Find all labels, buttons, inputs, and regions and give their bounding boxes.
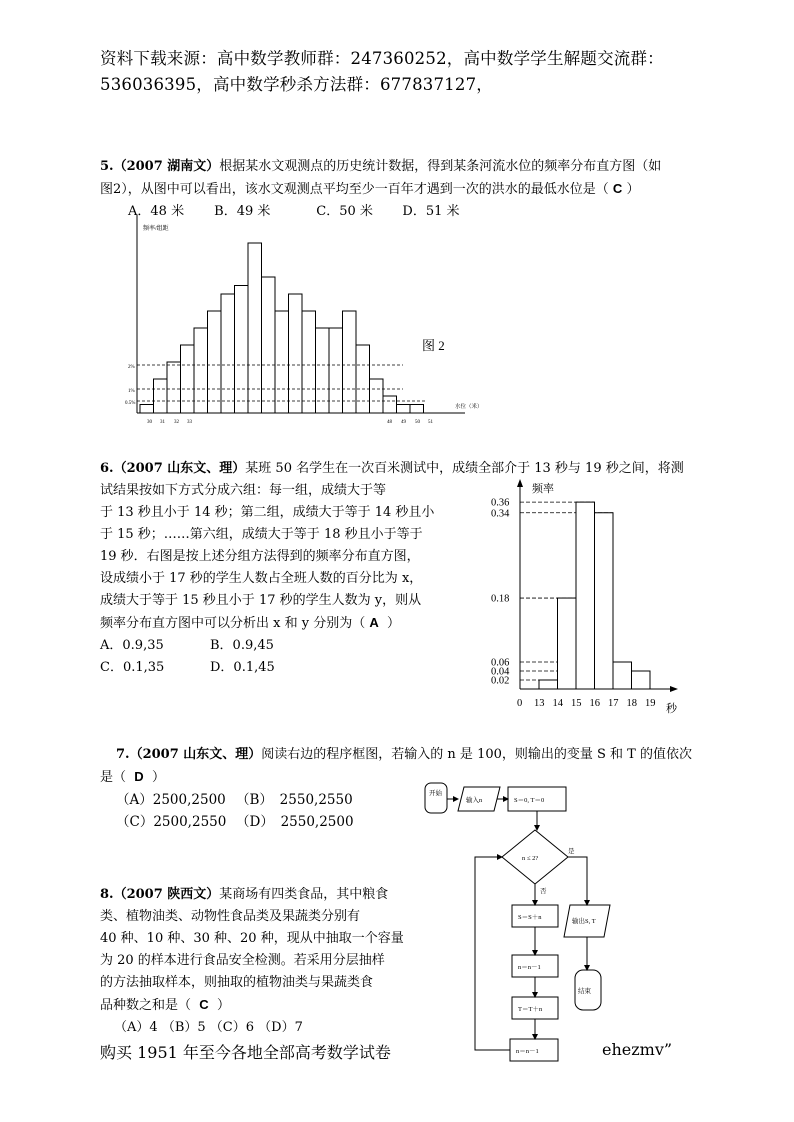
q8-line-5: 品种数之和是（ — [100, 998, 192, 1013]
figure-2-label: 图 2 — [422, 338, 445, 353]
q7-text-2: 是（ — [100, 770, 127, 785]
h1-bar-43 — [316, 328, 330, 413]
q6-line-7: 频率分布直方图中可以分析出 x 和 y 分别为（ — [100, 616, 366, 631]
h2-x-tick-19: 19 — [645, 698, 656, 709]
q6-line-6: 成绩大于等于 15 秒且小于 17 秒的学生人数为 y，则从 — [100, 593, 422, 608]
q8-option-c: （C）6 — [209, 1020, 254, 1035]
h2-x-tick-18: 18 — [626, 698, 637, 709]
h1-x-tick-51: 51 — [428, 420, 433, 425]
q6-option-c: C．0.1,35 — [100, 660, 165, 675]
h2-bar-14-15 — [558, 598, 577, 689]
h1-bar-38 — [248, 243, 262, 413]
h1-bar-31 — [154, 379, 168, 413]
flow-output-text: 输出S, T — [572, 918, 596, 925]
flow-n-dec2-text: n＝n－1 — [516, 1048, 539, 1055]
q6-line-0: 某班 50 名学生在一次百米测试中，成绩全部介于 13 秒与 19 秒之间，将测 — [245, 461, 684, 476]
h1-bar-34 — [194, 328, 208, 413]
flow-start-text: 开始 — [429, 790, 442, 797]
q6-line-1: 试结果按如下方式分成六组：每一组，成绩大于等 — [100, 483, 387, 498]
h1-bar-42 — [302, 311, 316, 413]
header-source — [100, 46, 720, 98]
q5-option-a: A．48 米 — [128, 204, 185, 219]
q8-line-1: 类、植物油类、动物性食品类及果蔬类分别有 — [100, 909, 361, 924]
h2-x-arrow — [670, 686, 678, 692]
h1-y-tick-2: 2% — [128, 365, 135, 370]
h2-x-tick-13: 13 — [534, 698, 545, 709]
h2-y-arrow — [517, 479, 523, 487]
h2-y-tick-0.06: 0.06 — [491, 657, 510, 669]
h1-x-tick-31: 31 — [160, 420, 165, 425]
q7-close: ） — [151, 770, 165, 785]
h2-bar-16-17 — [595, 513, 614, 689]
h2-x-tick-17: 17 — [608, 698, 619, 709]
q8-line-3: 为 20 的样本进行食品安全检测。若采用分层抽样 — [100, 953, 385, 968]
h1-bar-39 — [262, 277, 276, 413]
h1-bar-47 — [370, 379, 384, 413]
flow-start-box — [425, 783, 447, 813]
q5-option-b: B．49 米 — [214, 204, 271, 219]
q6-option-b: B．0.9,45 — [210, 638, 274, 653]
h1-bar-30 — [140, 405, 154, 414]
h2-y-label: 频率 — [532, 483, 554, 495]
flow-yes-label: 是 — [568, 848, 575, 855]
q7-option-d: （D） 2550,2500 — [236, 814, 354, 830]
h1-bar-40 — [275, 311, 289, 413]
q5-number: 5. — [100, 159, 114, 174]
flow-end-text: 结束 — [578, 988, 591, 995]
h2-bar-15-16 — [576, 502, 595, 689]
frequency-histogram — [485, 474, 685, 719]
q7-answer: D — [134, 769, 144, 784]
h2-x-tick-15: 15 — [571, 698, 582, 709]
h1-bar-32 — [167, 362, 181, 413]
flow-init-text: S＝0, T＝0 — [514, 797, 545, 804]
q7-option-a: （A）2500,2500 — [116, 792, 226, 808]
h1-x-tick-48: 48 — [387, 420, 392, 425]
h1-x-tick-33: 33 — [187, 420, 192, 425]
h1-bar-45 — [343, 311, 357, 413]
q5-source: （2007 湖南文） — [113, 159, 220, 174]
h2-bar-13-14 — [539, 680, 558, 689]
q8-source: （2007 陕西文） — [113, 887, 220, 902]
q6-number: 6. — [100, 461, 114, 476]
question-7 — [100, 744, 716, 833]
q6-line-3: 于 15 秒；……第六组，成绩大于等于 18 秒且小于等于 — [100, 527, 423, 542]
water-level-histogram — [125, 210, 495, 430]
q6-close: ） — [387, 616, 401, 631]
q8-answer: C — [199, 997, 209, 1012]
q8-option-d: （D）7 — [258, 1020, 303, 1035]
q5-text-2: 图2），从图中可以看出，该水文观测点平均至少一百年才遇到一次的洪水的最低水位是（ — [100, 182, 609, 197]
q8-option-a: （A）4 — [114, 1020, 158, 1035]
q6-answer: A — [369, 615, 379, 630]
h2-bar-17-18 — [613, 662, 632, 689]
h1-bar-44 — [329, 328, 343, 413]
q8-line-2: 40 种、10 种、30 种、20 种，现从中抽取一个容量 — [100, 931, 404, 946]
flow-input-text: 输入n — [466, 797, 483, 804]
flow-s-update-text: S＝S＋n — [518, 914, 542, 921]
h2-x-tick-0: 0 — [517, 698, 523, 709]
h1-bar-48 — [383, 396, 397, 413]
q5-option-c: C．50 米 — [316, 204, 373, 219]
footer-right-text: ehezmv” — [602, 1040, 673, 1059]
header-line-1: 资料下载来源：高中数学教师群：247360252，高中数学学生解题交流群： — [100, 49, 664, 68]
q5-text-1: 根据某水文观测点的历史统计数据，得到某条河流水位的频率分布直方图（如 — [219, 159, 662, 174]
q7-option-c: （C）2500,2550 — [116, 814, 227, 830]
q8-line-0: 某商场有四类食品，其中粮食 — [219, 887, 389, 902]
q7-source: （2007 山东文、理） — [129, 747, 262, 762]
q7-number: 7. — [116, 747, 130, 762]
h1-y-tick-1: 1% — [128, 389, 135, 394]
q7-text-1: 阅读右边的程序框图，若输入的 n 是 100，则输出的变量 S 和 T 的值依次 — [261, 747, 692, 762]
question-8 — [100, 884, 420, 1039]
h2-x-tick-16: 16 — [589, 698, 600, 709]
q5-close: ） — [626, 182, 640, 197]
h1-bar-41 — [289, 294, 303, 413]
h1-x-tick-49: 49 — [401, 420, 406, 425]
q6-line-5: 设成绩小于 17 秒的学生人数占全班人数的百分比为 x， — [100, 571, 423, 586]
h1-bar-33 — [181, 345, 195, 413]
h2-y-tick-0.18: 0.18 — [491, 593, 510, 605]
flow-n-dec1-text: n＝n－1 — [518, 964, 541, 971]
h1-bar-50 — [410, 405, 424, 414]
h1-x-tick-32: 32 — [174, 420, 179, 425]
q5-answer: C — [612, 181, 623, 196]
q5-option-d: D．51 米 — [402, 204, 460, 219]
q7-option-b: （B） 2550,2550 — [236, 792, 353, 808]
h2-bar-18-19 — [632, 671, 651, 689]
h1-bar-35 — [208, 311, 222, 413]
q8-line-4: 的方法抽取样本，则抽取的植物油类与果蔬类食 — [100, 975, 374, 990]
h2-x-tick-14: 14 — [552, 698, 563, 709]
header-line-2: 536036395，高中数学秒杀方法群：677837127， — [100, 75, 493, 94]
flow-no-label: 否 — [540, 888, 547, 895]
footer-left-text: 购买 1951 年至今各地全部高考数学试卷 — [100, 1043, 391, 1062]
h1-bar-36 — [221, 294, 235, 413]
q6-source: （2007 山东文、理） — [113, 461, 246, 476]
h2-y-tick-0.02: 0.02 — [491, 675, 510, 687]
q8-option-b: （B）5 — [161, 1020, 206, 1035]
h2-x-label: 秒 — [666, 703, 677, 715]
h1-y-tick-05: 0.5% — [125, 401, 136, 406]
h1-bar-37 — [235, 286, 249, 414]
q6-option-d: D．0.1,45 — [210, 660, 275, 675]
h1-bar-46 — [356, 345, 370, 413]
q6-line-2: 于 13 秒且小于 14 秒；第二组，成绩大于等于 14 秒且小 — [100, 505, 435, 520]
h2-y-tick-0.34: 0.34 — [491, 508, 510, 520]
h2-y-tick-0.36: 0.36 — [491, 497, 510, 509]
q6-option-a: A．0.9,35 — [100, 638, 164, 653]
flow-cond-text: n ≤ 2? — [522, 855, 539, 862]
h1-x-tick-30: 30 — [147, 420, 152, 425]
h2-y-tick-0.04: 0.04 — [491, 666, 510, 678]
h1-x-label: 水位（米） — [455, 404, 483, 410]
h1-y-label: 频率/组距 — [143, 226, 169, 232]
program-flowchart — [420, 775, 620, 1075]
h1-x-tick-50: 50 — [415, 420, 420, 425]
q8-number: 8. — [100, 887, 114, 902]
h1-bar-49 — [397, 405, 411, 414]
q6-line-4: 19 秒．右图是按上述分组方法得到的频率分布直方图， — [100, 549, 420, 564]
q8-close: ） — [216, 998, 230, 1013]
flow-t-update-text: T＝T＋n — [518, 1006, 543, 1013]
